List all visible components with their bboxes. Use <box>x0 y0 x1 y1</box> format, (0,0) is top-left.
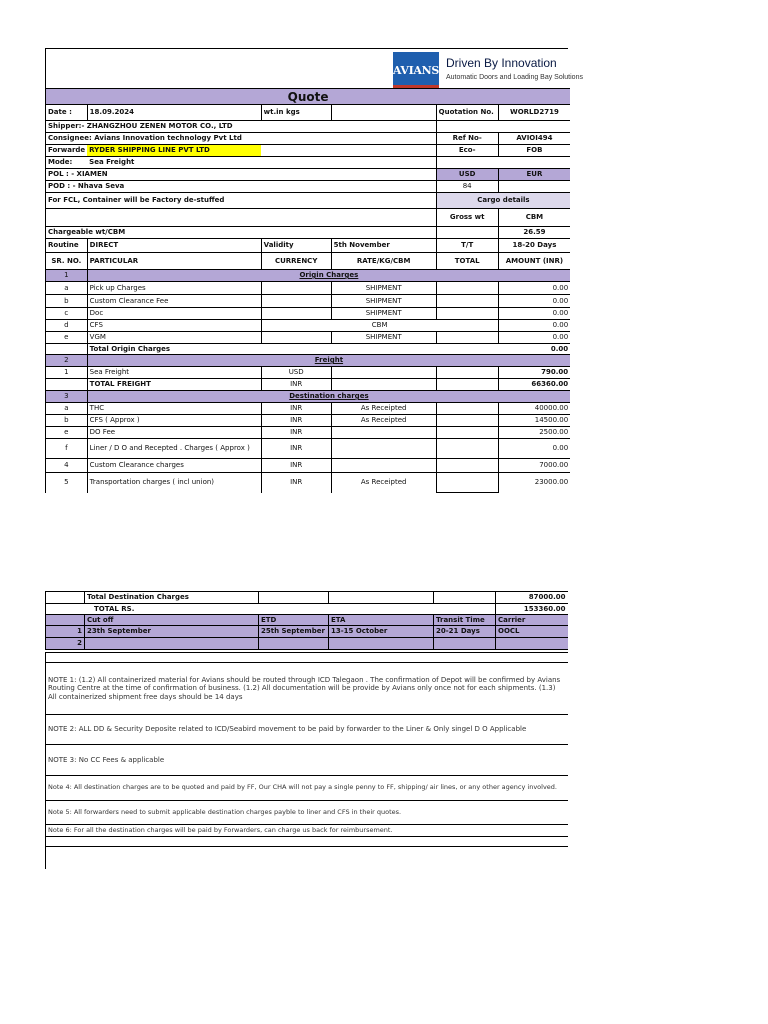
row-rate: SHIPMENT <box>331 295 436 308</box>
row-currency <box>261 282 331 295</box>
row-currency: INR <box>261 403 331 415</box>
chargeable-label: Chargeable wt/CBM <box>46 227 437 239</box>
fcl-note: For FCL, Container will be Factory de-stuffed <box>46 193 437 209</box>
blank-cell <box>46 592 85 604</box>
row-total <box>436 367 498 379</box>
section-number: 2 <box>46 355 88 367</box>
note-6: Note 6: For all the destination charges will be paid by Forwarders, can charge us back for reimbursement. <box>46 825 568 837</box>
col-particular: PARTICULAR <box>87 253 261 270</box>
row-rate <box>331 427 436 439</box>
quotation-number: WORLD2719 <box>498 105 570 121</box>
table-row <box>46 320 571 332</box>
blank-cell <box>331 379 436 391</box>
row-total <box>436 427 498 439</box>
total-freight-label: TOTAL FREIGHT <box>87 379 261 391</box>
row-amount: 0.00 <box>498 295 570 308</box>
row-sr: c <box>46 308 88 320</box>
row-particular: CFS ( Approx ) <box>87 415 261 427</box>
total-rs-value: 153360.00 <box>496 604 568 615</box>
row-amount: 40000.00 <box>498 403 570 415</box>
blank-cell <box>261 145 436 157</box>
blank-cell <box>329 592 434 604</box>
schedule-row <box>46 626 568 638</box>
row-sr: 4 <box>46 459 88 473</box>
usd-label: USD <box>436 169 498 181</box>
table-row <box>46 473 571 493</box>
row-particular: Sea Freight <box>87 367 261 379</box>
blank-cell <box>259 592 329 604</box>
blank-cell <box>46 209 437 227</box>
table-row <box>46 459 571 473</box>
row-amount: 23000.00 <box>534 478 569 487</box>
row-sr: d <box>46 320 88 332</box>
mode-label: Mode: <box>46 157 88 169</box>
cbm-label: CBM <box>498 209 570 227</box>
gross-wt-value <box>436 227 498 239</box>
port-of-discharge: POD : - Nhava Seva <box>46 181 437 193</box>
row-total <box>436 439 498 459</box>
row-sr: e <box>46 427 88 439</box>
note-2: NOTE 2: ALL DD & Security Deposite related to ICD/Seabird movement to be paid by forwarder to the Liner & Only singel D O Applicable <box>46 715 568 745</box>
forwarder-name: RYDER SHIPPING LINE PVT LTD <box>87 145 261 157</box>
blank-cell <box>498 181 570 193</box>
forwarder-label: Forwarde <box>46 145 88 157</box>
consignee: Consignee: Avians Innovation technology Pvt Ltd <box>46 133 437 145</box>
table-row <box>46 415 571 427</box>
note-5: Note 5: All forwarders need to submit applicable destination charges payble to liner and CFS in their quotes. <box>46 801 568 825</box>
row-rate <box>331 439 436 459</box>
row-total <box>436 282 498 295</box>
transit-value: 18-20 Days <box>498 239 570 253</box>
row-total <box>436 403 498 415</box>
company-tagline: Driven By Innovation <box>446 56 557 70</box>
row-sr: a <box>46 403 88 415</box>
row-particular: Liner / D O and Recepted . Charges ( Approx ) <box>87 439 261 459</box>
blank-cell <box>436 121 570 133</box>
usd-rate: 84 <box>436 181 498 193</box>
total-origin-value: 0.00 <box>498 344 570 355</box>
row-rate: As Receipted <box>331 415 436 427</box>
row-amount: 0.00 <box>498 332 570 344</box>
table-row <box>46 282 571 295</box>
table-row <box>46 427 571 439</box>
schedule-cutoff <box>85 638 259 650</box>
row-sr: e <box>46 332 88 344</box>
row-sr: 1 <box>46 367 88 379</box>
row-sr: b <box>46 295 88 308</box>
table-row <box>46 439 571 459</box>
ref-number: AVIOI494 <box>498 133 570 145</box>
schedule-etd: 25th September <box>259 626 329 638</box>
blank-cell <box>436 379 498 391</box>
schedule-eta: 13-15 October <box>329 626 434 638</box>
table-row <box>46 367 571 379</box>
port-of-loading: POL : - XIAMEN <box>46 169 437 181</box>
row-currency: USD <box>261 367 331 379</box>
section-number: 1 <box>46 270 88 282</box>
col-rate: RATE/KG/CBM <box>331 253 436 270</box>
col-etd: ETD <box>259 615 329 626</box>
quotation-label: Quotation No. <box>436 105 498 121</box>
blank-cell <box>46 615 85 626</box>
row-total <box>436 332 498 344</box>
avians-logo <box>393 52 439 88</box>
row-rate: SHIPMENT <box>331 282 436 295</box>
schedule-transit: 20-21 Days <box>434 626 496 638</box>
table-row <box>46 403 571 415</box>
date-label: Date : <box>46 105 88 121</box>
routine-label: Routine <box>46 239 88 253</box>
row-sr: a <box>46 282 88 295</box>
row-currency <box>261 308 331 320</box>
quote-table <box>45 88 570 493</box>
col-eta: ETA <box>329 615 434 626</box>
row-particular: Doc <box>87 308 261 320</box>
schedule-row <box>46 638 568 650</box>
row-amount: 0.00 <box>498 282 570 295</box>
row-particular: Custom Clearance Fee <box>87 295 261 308</box>
col-transit: Transit Time <box>434 615 496 626</box>
row-currency: INR <box>261 415 331 427</box>
section-title: Destination charges <box>87 391 570 403</box>
logo-text: AVIANS <box>392 63 440 77</box>
table-row <box>46 332 571 344</box>
total-freight-currency: INR <box>261 379 331 391</box>
company-subtagline: Automatic Doors and Loading Bay Solutions <box>446 74 583 81</box>
table-row <box>46 295 571 308</box>
total-freight-value: 66360.00 <box>498 379 570 391</box>
unit-label: wt.in kgs <box>261 105 331 121</box>
row-amount: 2500.00 <box>498 427 570 439</box>
row-rate: SHIPMENT <box>331 332 436 344</box>
blank-cell <box>436 157 570 169</box>
blank-cell <box>46 847 568 869</box>
transit-label: T/T <box>436 239 498 253</box>
schedule-cutoff: 23th September <box>85 626 259 638</box>
validity-value: 5th November <box>331 239 436 253</box>
notes-table <box>45 652 568 869</box>
blank-cell <box>46 344 88 355</box>
ref-label: Ref No- <box>436 133 498 145</box>
row-currency: INR <box>261 459 331 473</box>
schedule-carrier <box>496 638 568 650</box>
validity-label: Validity <box>261 239 331 253</box>
row-rate: As Receipted <box>331 473 436 493</box>
row-particular: Transportation charges ( incl union) <box>87 473 261 493</box>
row-sr: b <box>46 415 88 427</box>
col-cutoff: Cut off <box>85 615 259 626</box>
gross-wt-label: Gross wt <box>436 209 498 227</box>
row-currency: INR <box>261 473 331 493</box>
row-amount: 7000.00 <box>498 459 570 473</box>
row-rate <box>331 459 436 473</box>
eur-label: EUR <box>498 169 570 181</box>
schedule-transit <box>434 638 496 650</box>
cargo-details-label: Cargo details <box>436 193 570 209</box>
row-total <box>436 415 498 427</box>
totals-table <box>45 591 568 650</box>
total-destination-value: 87000.00 <box>496 592 568 604</box>
mode-value: Sea Freight <box>87 157 261 169</box>
row-rate: CBM <box>261 320 498 332</box>
row-amount: 0.00 <box>498 308 570 320</box>
shipper: Shipper:- ZHANGZHOU ZENEN MOTOR CO., LTD <box>46 121 437 133</box>
row-particular: DO Fee <box>87 427 261 439</box>
blank-cell <box>46 379 88 391</box>
schedule-carrier: OOCL <box>496 626 568 638</box>
eco-value: FOB <box>498 145 570 157</box>
row-total <box>436 459 498 473</box>
blank-cell <box>331 105 436 121</box>
total-destination-label: Total Destination Charges <box>85 592 259 604</box>
row-rate <box>331 367 436 379</box>
row-currency <box>261 332 331 344</box>
row-particular: Pick up Charges <box>87 282 261 295</box>
row-total <box>436 473 498 493</box>
note-4: Note 4: All destination charges are to be quoted and paid by FF, Our CHA will not pay a single penny to FF, shipping/ air lines, or any other agency involved. <box>46 776 568 801</box>
schedule-no: 1 <box>46 626 85 638</box>
table-row <box>46 308 571 320</box>
blank-cell <box>434 592 496 604</box>
row-sr: 5 <box>46 473 88 493</box>
quote-title: Quote <box>46 89 571 105</box>
date-value: 18.09.2024 <box>87 105 261 121</box>
row-total <box>436 295 498 308</box>
row-sr: f <box>46 439 88 459</box>
row-amount: 0.00 <box>498 439 570 459</box>
col-currency: CURRENCY <box>261 253 331 270</box>
row-particular: THC <box>87 403 261 415</box>
routine-value: DIRECT <box>87 239 261 253</box>
row-particular: CFS <box>87 320 261 332</box>
note-3: NOTE 3: No CC Fees & applicable <box>46 745 568 776</box>
row-rate: SHIPMENT <box>331 308 436 320</box>
row-particular: VGM <box>87 332 261 344</box>
row-amount: 14500.00 <box>498 415 570 427</box>
section-title: Freight <box>87 355 570 367</box>
total-rs-label: TOTAL RS. <box>46 604 496 615</box>
total-origin-label: Total Origin Charges <box>87 344 498 355</box>
note-1: NOTE 1: (1.2) All containerized material for Avians should be routed through ICD Talegaon . The confirmation of Depot will be confirmed by Avians Routing Centre at the time of confirmation of business. (1.2) All documentation will be provide by Avians only once not for each shipments. (1.3) All containerized shipment free days should be 14 days <box>46 663 568 715</box>
row-amount: 0.00 <box>498 320 570 332</box>
schedule-no: 2 <box>46 638 85 650</box>
col-srno: SR. NO. <box>46 253 88 270</box>
section-title: Origin Charges <box>87 270 570 282</box>
col-amount: AMOUNT (INR) <box>498 253 570 270</box>
eco-label: Eco- <box>436 145 498 157</box>
cbm-value: 26.59 <box>498 227 570 239</box>
blank-cell <box>46 653 568 663</box>
blank-cell <box>46 837 568 847</box>
row-particular: Custom Clearance charges <box>87 459 261 473</box>
row-currency: INR <box>261 439 331 459</box>
blank-cell <box>261 157 436 169</box>
section-number: 3 <box>46 391 88 403</box>
row-currency: INR <box>261 427 331 439</box>
col-total: TOTAL <box>436 253 498 270</box>
schedule-etd <box>259 638 329 650</box>
row-amount: 790.00 <box>498 367 570 379</box>
col-carrier: Carrier <box>496 615 568 626</box>
schedule-eta <box>329 638 434 650</box>
row-total <box>436 308 498 320</box>
row-rate: As Receipted <box>331 403 436 415</box>
row-currency <box>261 295 331 308</box>
